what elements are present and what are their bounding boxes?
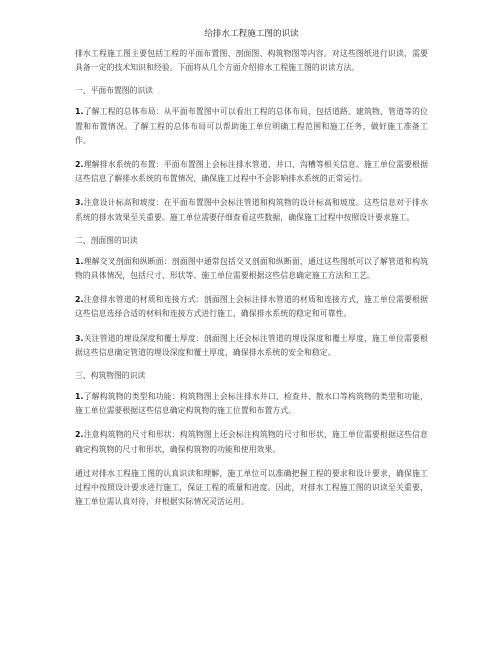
section-heading-section-view: 二、剖面图的识读 bbox=[75, 235, 138, 245]
conclusion-paragraph: 通过对排水工程施工图的认真识读和理解，施工单位可以准确把握工程的要求和设计要求，确保施工过程中按照设计要求进行施工，保证工程的质量和进度。因此，对排水工程施工图的识读至关重要，施工单位需认真对待，并根据实际情况灵活运用。 bbox=[75, 468, 428, 507]
document-title: 给排水工程施工图的识读 bbox=[204, 29, 299, 39]
item-text: 理解排水系统的布置：平面布置图上会标注排水管道、井口、沟槽等相关信息。施工单位需要根据这些信息了解排水系统的布置情况，确保施工过程中不会影响排水系统的正常运行。 bbox=[75, 160, 428, 184]
item-number: 1. bbox=[75, 256, 84, 266]
item-number: 2. bbox=[75, 160, 84, 170]
list-item bbox=[75, 293, 428, 321]
list-item bbox=[75, 105, 428, 148]
document-content bbox=[75, 28, 428, 519]
item-text: 注意设计标高和坡度：在平面布置图中会标注管道和构筑物的设计标高和坡度。这些信息对于排水系统的排水效果至关重要。施工单位需要仔细查看这些数据，确保施工过程中按照设计要求施工。 bbox=[75, 198, 428, 222]
section-heading-plan-layout: 一、平面布置图的识读 bbox=[75, 86, 153, 96]
item-text: 理解交叉剖面和纵断面：剖面图中通常包括交叉剖面和纵断面，通过这些图纸可以了解管道和构筑物的具体情况，包括尺寸、形状等。施工单位需要根据这些信息确定施工方法和工艺。 bbox=[75, 256, 428, 281]
item-text: 注意构筑物的尺寸和形状：构筑物图上还会标注构筑物的尺寸和形状，施工单位需要根据这些信息确定构筑物的尺寸和形状，确保构筑物的功能和使用效果。 bbox=[75, 430, 428, 454]
item-number: 3. bbox=[75, 198, 84, 208]
list-item bbox=[75, 158, 428, 186]
item-number: 1. bbox=[75, 392, 84, 402]
item-text: 了解工程的总体布局：从平面布置图中可以看出工程的总体布局，包括道路、建筑物、管道等的位置和布置情况。了解工程的总体布局可以帮助施工单位明确工程范围和施工任务，做好施工准备工作。 bbox=[75, 107, 428, 145]
item-text: 了解构筑物的类型和功能：构筑物图上会标注排水井口、检查井、散水口等构筑物的类型和功能，施工单位需要根据这些信息确定构筑物的施工位置和布置方式。 bbox=[75, 392, 428, 416]
list-item bbox=[75, 428, 428, 456]
item-number: 3. bbox=[75, 333, 84, 343]
list-item bbox=[75, 390, 428, 418]
item-number: 1. bbox=[75, 107, 84, 117]
section-heading-structures: 三、构筑物图的识读 bbox=[75, 371, 146, 381]
list-item bbox=[75, 255, 428, 283]
item-text: 注意排水管道的材质和连接方式：剖面图上会标注排水管道的材质和连接方式，施工单位需要根据这些信息选择合适的材料和连接方式进行施工，确保排水系统的稳定和可靠性。 bbox=[75, 295, 428, 319]
item-number: 2. bbox=[75, 295, 84, 305]
list-item bbox=[75, 196, 428, 224]
list-item bbox=[75, 332, 428, 360]
item-number: 2. bbox=[75, 430, 84, 440]
item-text: 关注管道的埋设深度和覆土厚度：剖面图上还会标注管道的埋设深度和覆土厚度，施工单位需要根据这些信息确定管道的埋设深度和覆土厚度，确保排水系统的安全和稳定。 bbox=[75, 333, 428, 357]
intro-paragraph: 排水工程施工图主要包括工程的平面布置图、剖面图、构筑物图等内容。对这些图纸进行识读，需要具备一定的技术知识和经验。下面将从几个方面介绍排水工程施工图的识读方法。 bbox=[75, 49, 428, 73]
